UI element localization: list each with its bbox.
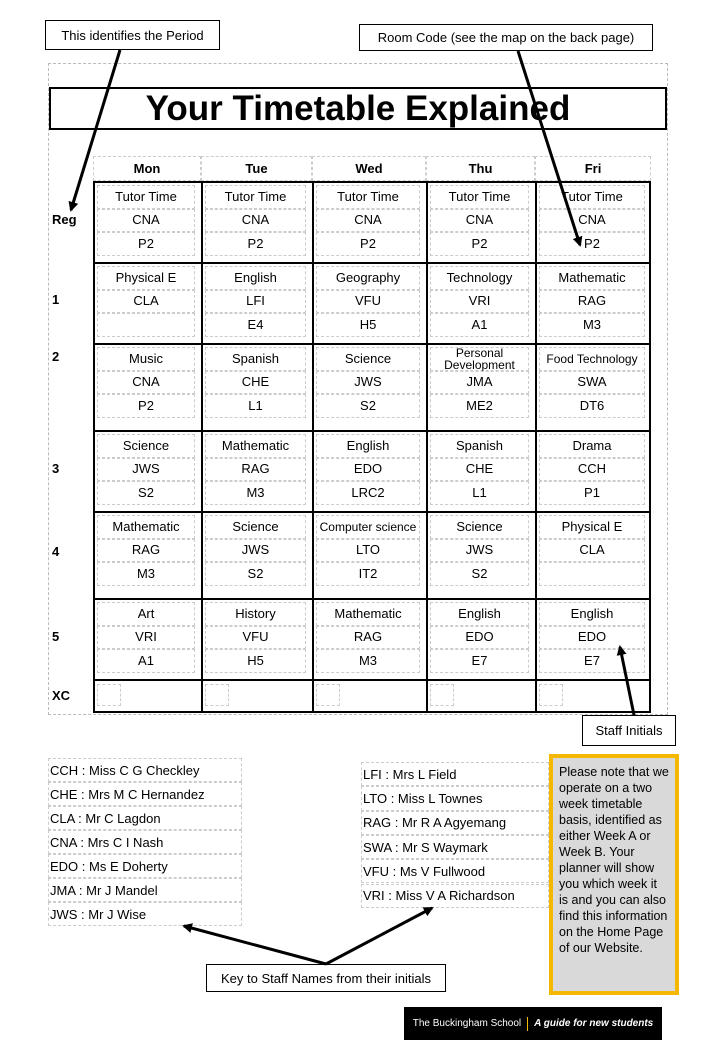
- page-title: Your Timetable Explained: [49, 87, 667, 130]
- cell-room: P2: [97, 232, 195, 256]
- cell-room: P2: [430, 232, 529, 256]
- cell-room: A1: [97, 649, 195, 673]
- day-header-mon: Mon: [93, 156, 201, 181]
- cell-room: L1: [205, 394, 306, 418]
- cell-subject: Tutor Time: [539, 185, 645, 209]
- cell-room: IT2: [316, 562, 420, 586]
- cell-staff: VRI: [430, 290, 529, 314]
- cell-staff: CNA: [316, 209, 420, 233]
- cell-subject: Mathematic: [205, 434, 306, 458]
- cell-staff: VFU: [205, 626, 306, 650]
- cell-staff: JMA: [430, 371, 529, 395]
- cell-subject: Music: [97, 347, 195, 371]
- cell-subject: Tutor Time: [430, 185, 529, 209]
- cell-staff: CNA: [97, 371, 195, 395]
- staff-key-item: CCH : Miss C G Checkley: [48, 758, 242, 782]
- cell-staff: LTO: [316, 539, 420, 563]
- day-header-tue: Tue: [201, 156, 312, 181]
- cell-staff: LFI: [205, 290, 306, 314]
- cell-staff: CLA: [539, 539, 645, 563]
- staff-key-item: EDO : Ms E Doherty: [48, 854, 242, 878]
- staff-key-item: CNA : Mrs C I Nash: [48, 830, 242, 854]
- cell-staff: RAG: [205, 458, 306, 482]
- cell-room: M3: [316, 649, 420, 673]
- cell-staff: CNA: [539, 209, 645, 233]
- cell-subject: Science: [205, 515, 306, 539]
- staff-key-item: CLA : Mr C Lagdon: [48, 806, 242, 830]
- week-note-text: Please note that we operate on a two week timetable basis, identified as either Week A or Week B. Your planner will show you which week it is and you can also find this information on the Home Page of our Website.: [559, 764, 669, 985]
- staff-key-item: JMA : Mr J Mandel: [48, 878, 242, 902]
- period-label-5: 5: [52, 629, 60, 644]
- cell-room: S2: [316, 394, 420, 418]
- cell-room: H5: [205, 649, 306, 673]
- staff-key-item: LTO : Miss L Townes: [361, 786, 549, 810]
- cell-subject: English: [205, 266, 306, 290]
- footer-tagline: A guide for new students: [534, 1018, 654, 1029]
- cell-staff: JWS: [430, 539, 529, 563]
- cell-subject: Drama: [539, 434, 645, 458]
- cell-room: M3: [97, 562, 195, 586]
- cell-room: S2: [205, 562, 306, 586]
- cell-staff: CHE: [430, 458, 529, 482]
- period-callout-text: This identifies the Period: [61, 27, 204, 43]
- period-label-4: 4: [52, 544, 60, 559]
- cell-subject: English: [430, 602, 529, 626]
- cell-staff: CNA: [205, 209, 306, 233]
- cell-room: P2: [539, 232, 645, 256]
- cell-subject: English: [316, 434, 420, 458]
- cell-subject: Physical E: [97, 266, 195, 290]
- footer-school: The Buckingham School: [412, 1018, 522, 1029]
- cell-staff: CNA: [97, 209, 195, 233]
- cell-room: E7: [430, 649, 529, 673]
- cell-subject: Tutor Time: [97, 185, 195, 209]
- period-arrow: [71, 50, 120, 210]
- period-label-1: 1: [52, 292, 60, 307]
- room-code-callout-text: Room Code (see the map on the back page): [377, 30, 635, 45]
- period-label-xc: XC: [52, 688, 71, 703]
- cell-staff: CLA: [97, 290, 195, 314]
- cell-room: E4: [205, 313, 306, 337]
- staff-initials-callout-text: Staff Initials: [595, 723, 663, 738]
- staff-key-item: VFU : Ms V Fullwood: [361, 859, 549, 883]
- cell-staff: RAG: [316, 626, 420, 650]
- key-arrow-left: [184, 926, 326, 964]
- cell-room: M3: [539, 313, 645, 337]
- cell-staff: SWA: [539, 371, 645, 395]
- cell-staff: JWS: [316, 371, 420, 395]
- cell-room: ME2: [430, 394, 529, 418]
- cell-subject: Geography: [316, 266, 420, 290]
- cell-subject: History: [205, 602, 306, 626]
- cell-staff: EDO: [430, 626, 529, 650]
- cell-room: P2: [205, 232, 306, 256]
- day-header-wed: Wed: [312, 156, 426, 181]
- cell-staff: RAG: [97, 539, 195, 563]
- cell-subject: Tutor Time: [316, 185, 420, 209]
- cell-room: DT6: [539, 394, 645, 418]
- cell-subject: Science: [316, 347, 420, 371]
- cell-staff: EDO: [539, 626, 645, 650]
- key-arrow-right: [326, 908, 432, 964]
- cell-subject: Science: [97, 434, 195, 458]
- staff-key-item: CHE : Mrs M C Hernandez: [48, 782, 242, 806]
- cell-staff: CNA: [430, 209, 529, 233]
- cell-subject: English: [539, 602, 645, 626]
- room-code-arrow: [518, 51, 580, 245]
- cell-subject: Mathematic: [97, 515, 195, 539]
- cell-subject: Computer science: [316, 515, 420, 539]
- cell-room: P2: [316, 232, 420, 256]
- staff-key-item: RAG : Mr R A Agyemang: [361, 811, 549, 835]
- cell-subject: Spanish: [205, 347, 306, 371]
- staff-initials-arrow: [620, 647, 634, 715]
- cell-room: E7: [539, 649, 645, 673]
- cell-staff: VFU: [316, 290, 420, 314]
- cell-room: P2: [97, 394, 195, 418]
- cell-staff: JWS: [205, 539, 306, 563]
- cell-staff: EDO: [316, 458, 420, 482]
- cell-subject: Personal Development: [430, 347, 529, 371]
- cell-subject: Physical E: [539, 515, 645, 539]
- cell-subject: Art: [97, 602, 195, 626]
- cell-subject: Mathematic: [539, 266, 645, 290]
- cell-staff: JWS: [97, 458, 195, 482]
- cell-room: A1: [430, 313, 529, 337]
- cell-subject: Technology: [430, 266, 529, 290]
- cell-subject: Food Technology: [539, 347, 645, 371]
- day-header-thu: Thu: [426, 156, 535, 181]
- cell-subject: Mathematic: [316, 602, 420, 626]
- cell-subject: Tutor Time: [205, 185, 306, 209]
- period-label-reg: Reg: [52, 212, 77, 227]
- cell-staff: CCH: [539, 458, 645, 482]
- cell-staff: VRI: [97, 626, 195, 650]
- cell-subject: Spanish: [430, 434, 529, 458]
- staff-key-item: LFI : Mrs L Field: [361, 762, 549, 786]
- cell-room: P1: [539, 481, 645, 505]
- staff-key-item: SWA : Mr S Waymark: [361, 835, 549, 859]
- day-header-fri: Fri: [535, 156, 651, 181]
- cell-room: M3: [205, 481, 306, 505]
- staff-key-item: VRI : Miss V A Richardson: [361, 884, 549, 908]
- cell-staff: CHE: [205, 371, 306, 395]
- cell-room: S2: [97, 481, 195, 505]
- staff-key-item: JWS : Mr J Wise: [48, 902, 242, 926]
- period-label-3: 3: [52, 461, 60, 476]
- period-label-2: 2: [52, 349, 60, 364]
- staff-key-callout-text: Key to Staff Names from their initials: [220, 970, 431, 986]
- cell-room: LRC2: [316, 481, 420, 505]
- cell-room: L1: [430, 481, 529, 505]
- cell-room: H5: [316, 313, 420, 337]
- cell-subject: Science: [430, 515, 529, 539]
- cell-staff: RAG: [539, 290, 645, 314]
- cell-room: S2: [430, 562, 529, 586]
